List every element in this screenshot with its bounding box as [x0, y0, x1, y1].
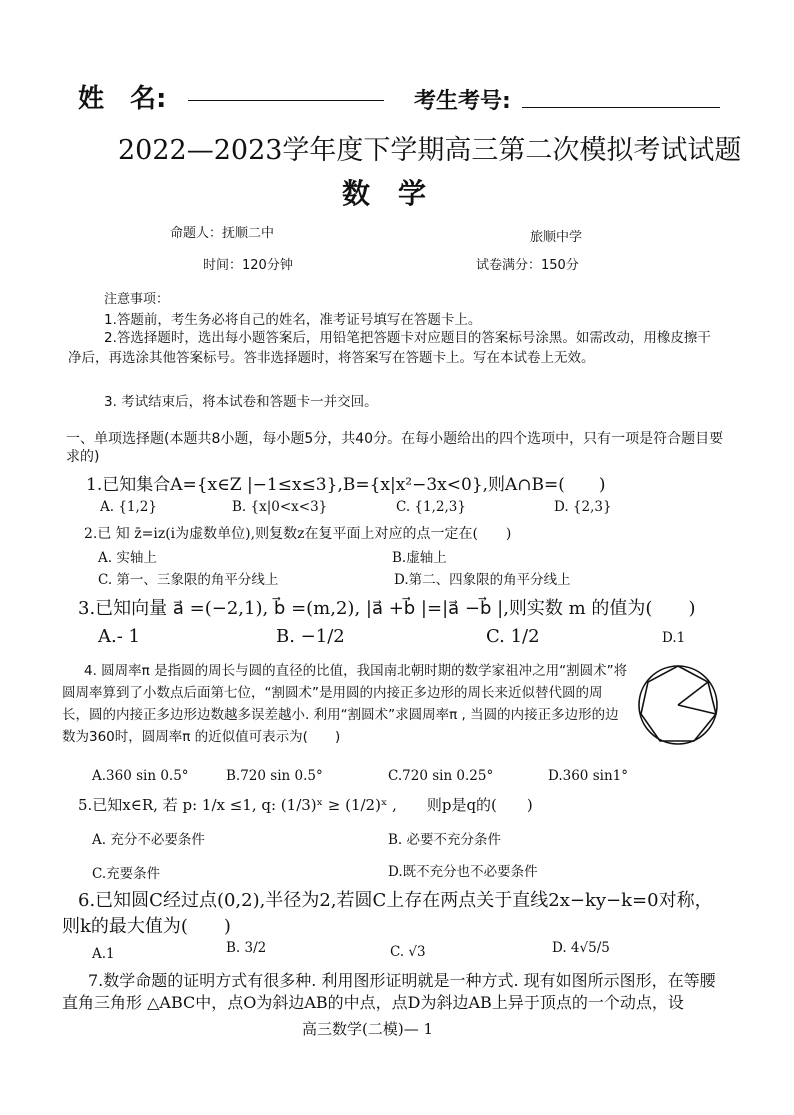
exam-number-label: 考生考号: — [414, 89, 511, 114]
note-3: 3. 考试结束后，将本试卷和答题卡一并交回。 — [104, 394, 378, 410]
co-school: 旅顺中学 — [530, 230, 583, 245]
time-limit: 时间：120分钟 — [203, 258, 293, 273]
q2-option-b[interactable]: B.虚轴上 — [392, 550, 447, 566]
q1-option-b[interactable]: B. {x|0<x<3} — [232, 499, 328, 515]
exam-number-field[interactable] — [522, 107, 720, 108]
q5-option-d[interactable]: D.既不充分也不必要条件 — [388, 864, 538, 880]
section-heading: 一、单项选择题(本题共8小题，每小题5分，共40分。在每小题给出的四个选项中，只有一项是符合题目要求的) — [66, 431, 724, 465]
q2-stem: 2.已 知 z̄=iz(i为虚数单位),则复数z在复平面上对应的点一定在( ) — [84, 526, 512, 542]
q4-option-d[interactable]: D.360 sin1° — [548, 768, 628, 784]
q5-stem: 5.已知x∈R, 若 p: 1/x ≤1, q: (1/3)ˣ ≥ (1/2)ˣ , 则p是q的( ) — [78, 796, 533, 814]
q5-option-b[interactable]: B. 必要不充分条件 — [388, 832, 502, 848]
q3-stem: 3.已知向量 a⃗ =(−2,1), b⃗ =(m,2), |a⃗ +b⃗ |=|a⃗ −b⃗ |,则实数 m 的值为( ) — [78, 598, 696, 619]
inscribed-polygon-figure — [636, 662, 720, 748]
q1-option-c[interactable]: C. {1,2,3} — [396, 499, 466, 515]
q4-option-a[interactable]: A.360 sin 0.5° — [92, 768, 189, 784]
page-footer: 高三数学(二模)— 1 — [302, 1020, 434, 1038]
q2-option-d[interactable]: D.第二、四象限的角平分线上 — [394, 572, 571, 588]
name-field[interactable] — [188, 100, 384, 101]
note-1: 1.答题前，考生务必将自己的姓名，准考证号填写在答题卡上。 — [104, 312, 482, 328]
q1-option-d[interactable]: D. {2,3} — [554, 499, 612, 515]
q6-stem: 6.已知圆C经过点(0,2),半径为2,若圆C上存在两点关于直线2x−ky−k=0对称，则k的最大值为( ) — [62, 890, 713, 937]
full-score: 试卷满分：150分 — [476, 258, 579, 273]
q6-option-a[interactable]: A.1 — [92, 946, 115, 962]
q5-option-a[interactable]: A. 充分不必要条件 — [92, 832, 205, 848]
q4-option-c[interactable]: C.720 sin 0.25° — [388, 768, 494, 784]
q1-option-a[interactable]: A. {1,2} — [100, 499, 157, 515]
notes-title: 注意事项： — [104, 292, 170, 307]
subject-title: 数 学 — [342, 177, 427, 210]
exam-title: 2022—2023学年度下学期高三第二次模拟考试试题 — [118, 135, 742, 166]
q4-stem: 4. 圆周率π 是指圆的周长与圆的直径的比值，我国南北朝时期的数学家祖冲之用“割圆术”将圆周率算到了小数点后面第七位，“割圆术”是用圆的内接正多边形的周长来近似替代圆的周长，圆的内接正多边形边数越多误差越小. 利用“割圆术”求圆周率π , 当圆的内接正多边形的边数为360时，圆周率π 的近似值可表示为( ) — [62, 663, 628, 745]
q7-stem: 7.数学命题的证明方式有很多种. 利用图形证明就是一种方式. 现有如图所示图形，在等腰直角三角形 △ABC中，点O为斜边AB的中点，点D为斜边AB上异于顶点的一个动点，设 — [62, 971, 716, 1012]
q3-option-d[interactable]: D.1 — [662, 630, 686, 646]
name-label: 姓 名: — [78, 84, 167, 114]
q2-option-c[interactable]: C. 第一、三象限的角平分线上 — [98, 572, 279, 588]
q5-option-c[interactable]: C.充要条件 — [92, 866, 161, 882]
q6-option-b[interactable]: B. 3/2 — [226, 940, 267, 956]
q2-option-a[interactable]: A. 实轴上 — [98, 550, 157, 566]
q4-option-b[interactable]: B.720 sin 0.5° — [226, 768, 323, 784]
q1-stem: 1.已知集合A={x∈Z |−1≤x≤3},B={x|x²−3x<0},则A∩B=( ) — [86, 475, 606, 495]
q6-option-d[interactable]: D. 4√5/5 — [552, 940, 610, 956]
q3-option-c[interactable]: C. 1/2 — [486, 626, 540, 647]
q6-option-c[interactable]: C. √3 — [390, 944, 426, 960]
q3-option-a[interactable]: A.- 1 — [98, 626, 140, 647]
note-2: 2.答选择题时，选出每小题答案后，用铅笔把答题卡对应题目的答案标号涂黑。如需改动，用橡皮擦干净后，再选涂其他答案标号。答非选择题时，将答案写在答题卡上。写在本试卷上无效。 — [68, 330, 711, 366]
setter-label: 命题人：抚顺二中 — [170, 226, 275, 241]
q3-option-b[interactable]: B. −1/2 — [276, 626, 345, 647]
